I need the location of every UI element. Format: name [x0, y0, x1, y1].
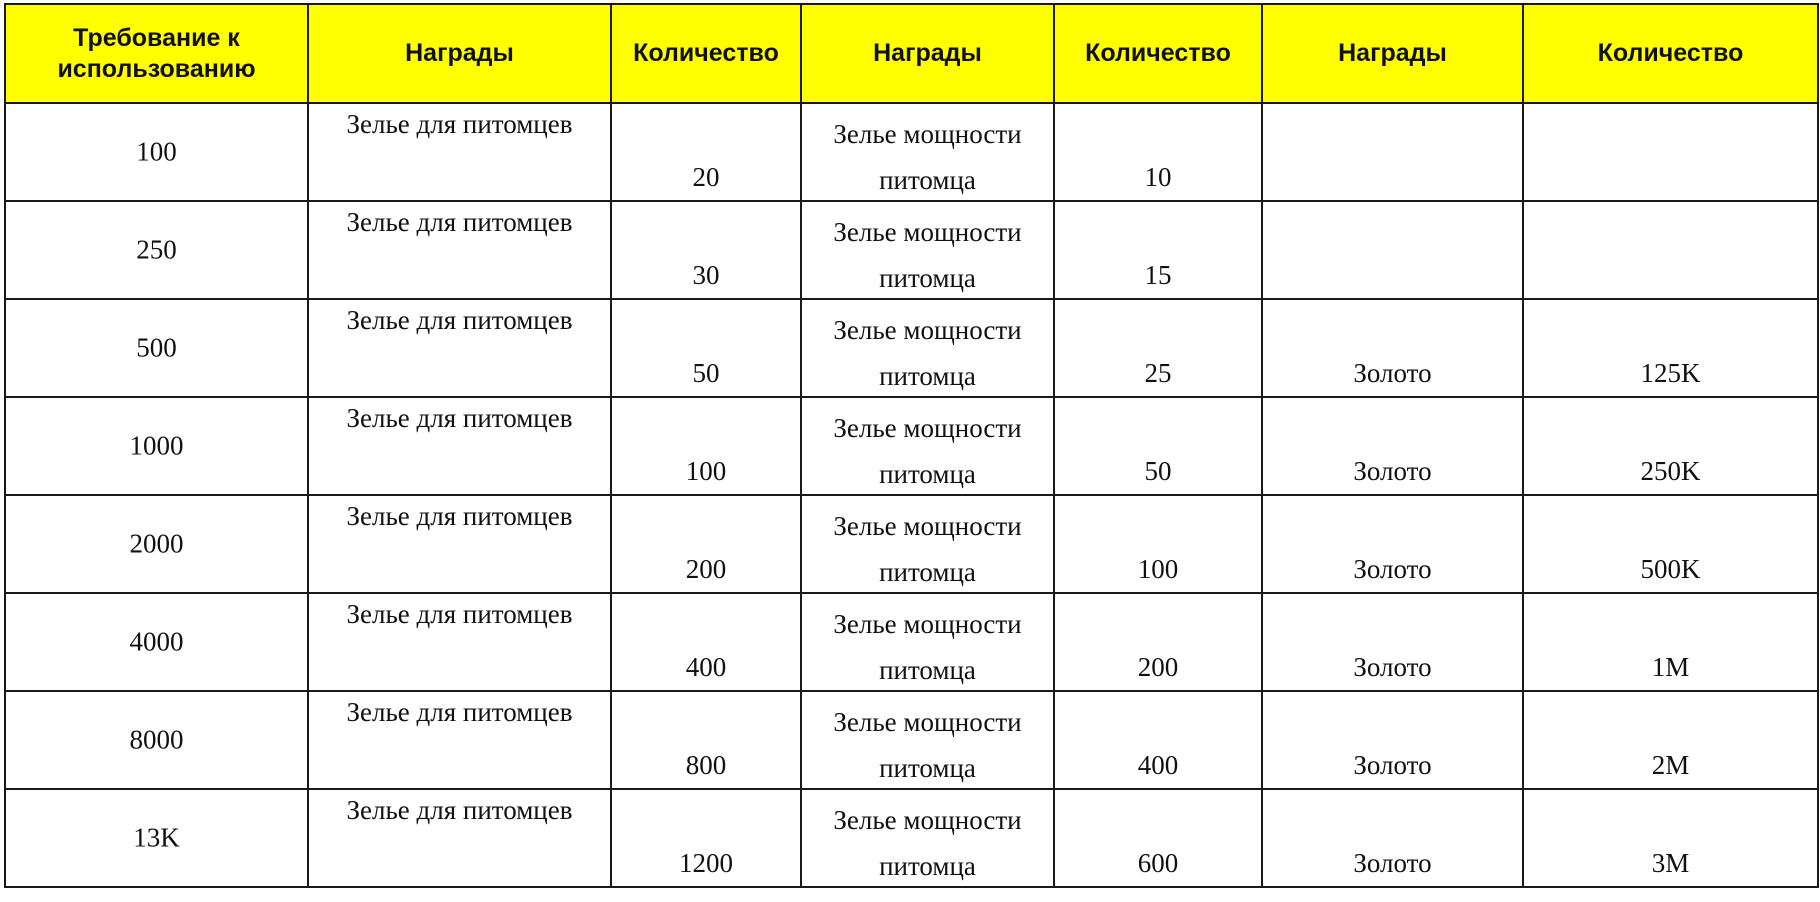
quantity-3-cell	[1523, 397, 1818, 495]
reward-2-name-line2: питомца	[879, 263, 976, 293]
quantity-2-value: 15	[1144, 260, 1172, 290]
quantity-3-cell	[1523, 789, 1818, 887]
quantity-2-cell	[1054, 201, 1262, 299]
reward-2-cell	[801, 103, 1054, 201]
table-header-row	[5, 4, 1818, 103]
reward-2-cell	[801, 495, 1054, 593]
reward-1-cell	[308, 691, 611, 789]
reward-2-name-line2: питомца	[879, 557, 976, 587]
requirement-value: 8000	[129, 724, 184, 755]
quantity-2-cell	[1054, 103, 1262, 201]
reward-1-cell	[308, 789, 611, 887]
reward-3-cell	[1262, 397, 1523, 495]
quantity-2-value: 50	[1144, 456, 1172, 486]
reward-3-name: Золото	[1353, 358, 1432, 388]
quantity-1-cell	[611, 299, 801, 397]
requirement-cell	[5, 789, 308, 887]
header-requirement: Требование к использованию	[5, 4, 308, 103]
requirement-value: 2000	[129, 528, 184, 559]
quantity-2-value: 10	[1144, 162, 1172, 192]
quantity-1-value: 1200	[679, 848, 733, 878]
reward-2-name-line1: Зелье мощности	[833, 511, 1022, 541]
requirement-value: 500	[136, 332, 177, 363]
requirement-cell	[5, 495, 308, 593]
reward-1-cell	[308, 495, 611, 593]
quantity-1-cell	[611, 789, 801, 887]
quantity-1-value: 50	[692, 358, 720, 388]
table-row	[5, 593, 1818, 691]
quantity-3-cell	[1523, 299, 1818, 397]
quantity-1-cell	[611, 397, 801, 495]
requirement-cell	[5, 201, 308, 299]
reward-1-cell	[308, 593, 611, 691]
reward-2-name-line1: Зелье мощности	[833, 119, 1022, 149]
reward-1-cell	[308, 103, 611, 201]
quantity-2-cell	[1054, 691, 1262, 789]
reward-2-name-line1: Зелье мощности	[833, 315, 1022, 345]
quantity-2-cell	[1054, 593, 1262, 691]
reward-2-name-line1: Зелье мощности	[833, 217, 1022, 247]
quantity-3-cell	[1523, 103, 1818, 201]
reward-3-cell	[1262, 299, 1523, 397]
quantity-2-value: 200	[1137, 652, 1179, 682]
quantity-1-value: 30	[692, 260, 720, 290]
quantity-3-cell	[1523, 593, 1818, 691]
table-row	[5, 397, 1818, 495]
requirement-cell	[5, 103, 308, 201]
requirement-value: 100	[136, 136, 177, 167]
quantity-2-value: 600	[1137, 848, 1179, 878]
requirement-value: 13K	[133, 822, 180, 853]
reward-3-cell	[1262, 691, 1523, 789]
requirement-cell	[5, 299, 308, 397]
requirement-value: 4000	[129, 626, 184, 657]
reward-3-cell	[1262, 593, 1523, 691]
quantity-3-value: 125K	[1640, 358, 1701, 388]
reward-1-name: Зелье для питомцев	[346, 207, 573, 237]
quantity-1-value: 400	[685, 652, 727, 682]
header-rewards-1: Награды	[308, 4, 611, 103]
quantity-2-value: 400	[1137, 750, 1179, 780]
reward-3-name: Золото	[1353, 554, 1432, 584]
reward-2-name-line2: питомца	[879, 165, 976, 195]
rewards-table	[4, 3, 1819, 888]
reward-1-name: Зелье для питомцев	[346, 109, 573, 139]
quantity-1-cell	[611, 593, 801, 691]
table-row	[5, 299, 1818, 397]
reward-3-cell	[1262, 103, 1523, 201]
reward-1-cell	[308, 201, 611, 299]
quantity-2-cell	[1054, 495, 1262, 593]
quantity-1-cell	[611, 495, 801, 593]
quantity-3-value: 2M	[1651, 750, 1690, 780]
reward-2-name-line2: питомца	[879, 361, 976, 391]
reward-2-name-line2: питомца	[879, 753, 976, 783]
table-row	[5, 201, 1818, 299]
quantity-2-cell	[1054, 397, 1262, 495]
quantity-1-cell	[611, 103, 801, 201]
reward-3-name: Золото	[1353, 750, 1432, 780]
reward-2-name-line2: питомца	[879, 655, 976, 685]
reward-3-name: Золото	[1353, 848, 1432, 878]
reward-1-cell	[308, 299, 611, 397]
header-quantity-2: Количество	[1054, 4, 1262, 103]
quantity-1-cell	[611, 201, 801, 299]
reward-2-name-line2: питомца	[879, 459, 976, 489]
table-row	[5, 691, 1818, 789]
reward-3-name: Золото	[1353, 652, 1432, 682]
requirement-cell	[5, 397, 308, 495]
requirement-cell	[5, 593, 308, 691]
quantity-1-value: 200	[685, 554, 727, 584]
quantity-2-value: 25	[1144, 358, 1172, 388]
header-rewards-3: Награды	[1262, 4, 1523, 103]
reward-3-cell	[1262, 789, 1523, 887]
quantity-2-cell	[1054, 789, 1262, 887]
header-rewards-2: Награды	[801, 4, 1054, 103]
quantity-2-cell	[1054, 299, 1262, 397]
quantity-1-value: 20	[692, 162, 720, 192]
table-row	[5, 103, 1818, 201]
reward-1-name: Зелье для питомцев	[346, 599, 573, 629]
reward-1-name: Зелье для питомцев	[346, 501, 573, 531]
requirement-value: 250	[136, 234, 177, 265]
reward-1-name: Зелье для питомцев	[346, 403, 573, 433]
reward-1-cell	[308, 397, 611, 495]
reward-2-cell	[801, 299, 1054, 397]
reward-2-cell	[801, 201, 1054, 299]
reward-2-cell	[801, 789, 1054, 887]
quantity-3-cell	[1523, 495, 1818, 593]
reward-1-name: Зелье для питомцев	[346, 697, 573, 727]
quantity-1-cell	[611, 691, 801, 789]
reward-2-cell	[801, 593, 1054, 691]
table-row	[5, 495, 1818, 593]
quantity-3-value: 1M	[1651, 652, 1690, 682]
quantity-3-cell	[1523, 201, 1818, 299]
reward-1-name: Зелье для питомцев	[346, 305, 573, 335]
header-quantity-3: Количество	[1523, 4, 1818, 103]
reward-2-cell	[801, 691, 1054, 789]
requirement-cell	[5, 691, 308, 789]
reward-3-name: Золото	[1353, 456, 1432, 486]
reward-3-cell	[1262, 495, 1523, 593]
quantity-3-value: 3M	[1651, 848, 1690, 878]
reward-2-name-line1: Зелье мощности	[833, 609, 1022, 639]
reward-2-cell	[801, 397, 1054, 495]
reward-3-cell	[1262, 201, 1523, 299]
table-row	[5, 789, 1818, 887]
header-quantity-1: Количество	[611, 4, 801, 103]
quantity-3-cell	[1523, 691, 1818, 789]
reward-2-name-line2: питомца	[879, 851, 976, 881]
quantity-3-value: 250K	[1640, 456, 1701, 486]
quantity-1-value: 800	[685, 750, 727, 780]
reward-1-name: Зелье для питомцев	[346, 795, 573, 825]
requirement-value: 1000	[129, 430, 184, 461]
quantity-3-value: 500K	[1640, 554, 1701, 584]
reward-2-name-line1: Зелье мощности	[833, 707, 1022, 737]
quantity-1-value: 100	[685, 456, 727, 486]
table-body	[5, 103, 1818, 887]
reward-2-name-line1: Зелье мощности	[833, 413, 1022, 443]
reward-2-name-line1: Зелье мощности	[833, 805, 1022, 835]
quantity-2-value: 100	[1137, 554, 1179, 584]
